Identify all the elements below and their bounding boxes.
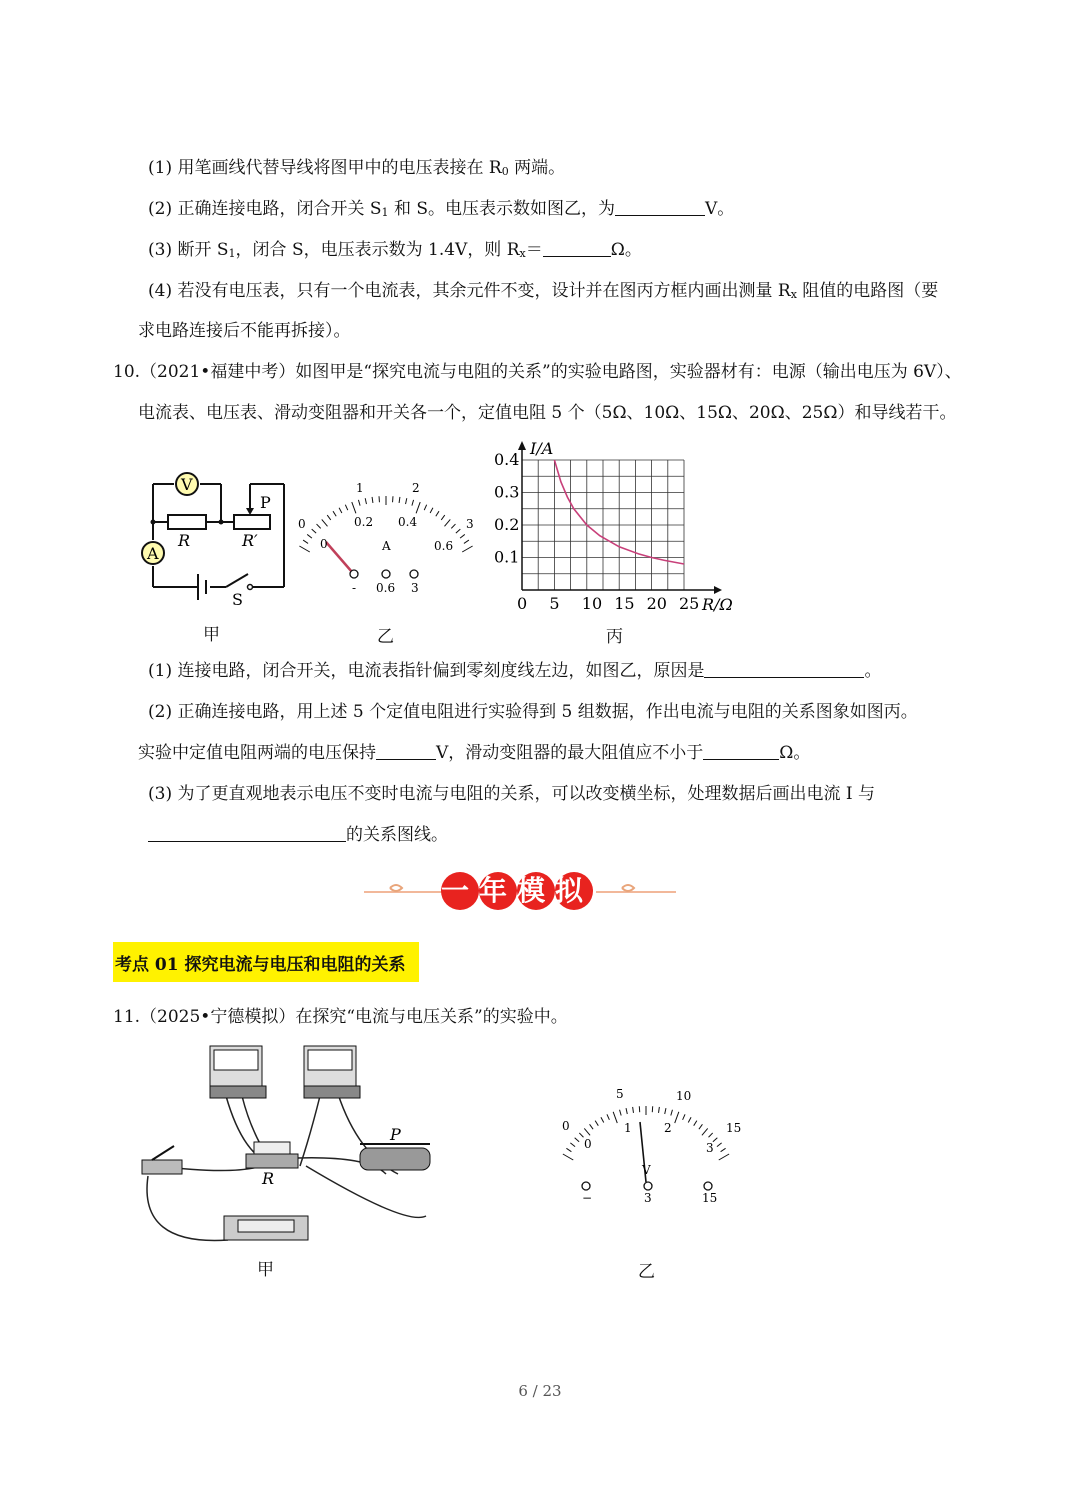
dial-tick (416, 502, 420, 513)
dial-tick (339, 508, 342, 513)
ammeter-label: A (147, 544, 159, 563)
dial-tick (333, 511, 336, 516)
dial-tick (671, 1110, 673, 1116)
q10-part2-cont: 实验中定值电阻两端的电压保持 V，滑动变阻器的最大阻值应不小于 Ω。 (138, 743, 811, 763)
q9-part2: (2) 正确连接电路，闭合开关 S1 和 S。电压表示数如图乙，为 V。 (148, 199, 735, 219)
x-tick-label: 0 (517, 594, 528, 613)
dial-tick (372, 497, 373, 503)
q10-stem-line2: 电流表、电压表、滑动变阻器和开关各一个，定值电阻 5 个（5Ω、10Ω、15Ω、20Ω、25Ω）和导线若干。 (138, 403, 957, 423)
resistor-label: R (178, 531, 191, 550)
dial-tick (312, 529, 316, 533)
y-tick-label: 0.2 (494, 515, 520, 534)
q10-stem-line1: 10.（2021•福建中考）如图甲是“探究电流与电阻的关系”的实验电路图，实验器材有：电源（输出电压为 6V）、 (113, 362, 962, 382)
dial-tick (721, 1148, 726, 1151)
dial-tick (675, 1112, 679, 1123)
q9-part4: (4) 若没有电压表，只有一个电流表，其余元件不变，设计并在图丙方框内画出测量 Rx 阻值的电路图（要 (148, 281, 939, 301)
svg-text:15: 15 (702, 1191, 718, 1205)
page-number: 6 / 23 (518, 1382, 562, 1400)
q11-caption-yi: 乙 (638, 1262, 655, 1282)
dial-tick (613, 1112, 617, 1123)
answer-blank[interactable] (704, 659, 864, 678)
answer-blank[interactable] (615, 197, 705, 216)
dial-tick (633, 1107, 634, 1113)
x-axis-label: R/Ω (702, 595, 733, 614)
x-tick-label: 10 (581, 594, 603, 613)
q10-ir-graph (488, 438, 738, 618)
dial-tick (444, 519, 450, 526)
dial-tick (575, 1138, 579, 1142)
slider-label: P (260, 493, 271, 512)
svg-text:3: 3 (466, 517, 474, 531)
dial-tick (694, 1121, 697, 1126)
svg-text:0.2: 0.2 (354, 515, 374, 529)
svg-text:15: 15 (726, 1121, 742, 1135)
dial-tick (322, 519, 328, 526)
y-tick-label: 0.3 (494, 482, 520, 502)
dial-tick (719, 1154, 729, 1160)
q10-part3-cont: 的关系图线。 (148, 823, 448, 847)
dial-tick (699, 1124, 703, 1129)
dial-tick (590, 1124, 594, 1129)
dial-tick (307, 534, 312, 538)
svg-text:2: 2 (664, 1121, 672, 1135)
dial-tick (460, 534, 465, 538)
svg-text:1: 1 (356, 481, 364, 495)
x-tick-label: 25 (679, 594, 700, 613)
q10-part1: (1) 连接电路，闭合开关，电流表指针偏到零刻度线左边，如图乙，原因是 。 (148, 661, 882, 681)
dial-tick (317, 524, 321, 528)
dial-tick (451, 524, 455, 528)
dial-tick (327, 515, 331, 520)
dial-tick (595, 1121, 598, 1126)
y-tick-label: 0.4 (494, 450, 520, 469)
dial-tick (412, 500, 414, 506)
dial-tick (579, 1133, 583, 1137)
q9-part4-cont: 求电路连接后不能再拆接）。 (138, 321, 351, 341)
q11-caption-jia: 甲 (257, 1260, 274, 1280)
dial-tick (584, 1128, 590, 1135)
svg-text:0: 0 (562, 1119, 570, 1133)
dial-tick (626, 1108, 627, 1114)
dial-tick (436, 511, 439, 516)
dial-tick (620, 1110, 622, 1116)
dial-tick (688, 1117, 691, 1122)
svg-text:0: 0 (320, 537, 328, 551)
x-tick-label: 20 (646, 594, 667, 613)
dial-tick (607, 1114, 609, 1119)
section-banner (360, 866, 680, 916)
dial-tick (563, 1154, 573, 1160)
kaodian-header: 考点 01 探究电流与电压和电阻的关系 (113, 942, 419, 982)
svg-text:−: − (582, 1191, 593, 1205)
svg-text:1: 1 (624, 1121, 632, 1135)
dial-tick (424, 505, 426, 510)
dial-tick (683, 1114, 685, 1119)
svg-text:3: 3 (411, 581, 419, 595)
svg-text:5: 5 (616, 1087, 624, 1101)
x-tick-label: 5 (549, 594, 560, 613)
dial-tick (601, 1117, 604, 1122)
dial-tick (406, 498, 407, 504)
svg-text:A: A (382, 539, 391, 553)
dial-tick (441, 515, 445, 520)
svg-text:V: V (642, 1163, 651, 1177)
answer-blank[interactable] (376, 741, 436, 760)
dial-tick (709, 1133, 713, 1137)
dial-tick (352, 502, 356, 513)
dial-tick (566, 1148, 571, 1151)
dial-tick (702, 1128, 708, 1135)
svg-text:R: R (262, 1169, 275, 1188)
dial-tick (303, 540, 308, 543)
caption-yi: 乙 (377, 627, 394, 647)
dial-tick (430, 508, 433, 513)
svg-text:0.6: 0.6 (376, 581, 396, 595)
svg-text:0: 0 (584, 1137, 592, 1151)
svg-text:10: 10 (676, 1089, 692, 1103)
voltmeter-label: V (181, 475, 193, 494)
svg-text:0: 0 (298, 517, 306, 531)
rheostat-label: R′ (242, 531, 258, 550)
svg-text:3: 3 (706, 1141, 714, 1155)
dial-tick (345, 505, 347, 510)
x-tick-label: 15 (614, 594, 635, 613)
dial-tick (570, 1143, 575, 1147)
q11-stem: 11.（2025•宁德模拟）在探究“电流与电压关系”的实验中。 (113, 1007, 568, 1027)
q9-part3: (3) 断开 S1，闭合 S，电压表示数为 1.4V，则 Rx＝ Ω。 (148, 240, 642, 260)
answer-blank[interactable] (148, 823, 346, 842)
dial-tick (399, 497, 400, 503)
caption-bing: 丙 (606, 627, 623, 647)
ammeter-pointer (326, 542, 352, 572)
q9-part1: (1) 用笔画线代替导线将图甲中的电压表接在 R0 两端。 (148, 158, 566, 178)
switch-label: S (232, 590, 243, 609)
y-axis-label: I/A (530, 439, 554, 458)
dial-tick (717, 1143, 722, 1147)
svg-text:2: 2 (412, 481, 420, 495)
q10-part2: (2) 正确连接电路，用上述 5 个定值电阻进行实验得到 5 组数据，作出电流与电阻的关系图象如图丙。 (148, 702, 918, 722)
dial-tick (365, 498, 366, 504)
dial-tick (464, 540, 469, 543)
dial-tick (462, 546, 472, 552)
svg-text:3: 3 (644, 1191, 652, 1205)
dial-tick (299, 546, 309, 552)
svg-text:0.6: 0.6 (434, 539, 454, 553)
q11-apparatus-photo (138, 1036, 438, 1248)
y-tick-label: 0.1 (494, 547, 520, 567)
q10-ammeter-dial (294, 476, 484, 598)
q10-part3: (3) 为了更直观地表示电压不变时电流与电阻的关系，可以改变横坐标，处理数据后画出电流 I 与 (148, 784, 876, 804)
caption-jia: 甲 (203, 625, 220, 645)
q10-circuit-diagram (136, 466, 296, 612)
q11-voltmeter-dial (556, 1082, 746, 1208)
dial-tick (665, 1108, 666, 1114)
svg-text:P: P (390, 1125, 401, 1144)
answer-blank[interactable] (703, 741, 779, 760)
banner-text: 一年模拟 (440, 874, 593, 907)
svg-text:-: - (352, 581, 357, 595)
dial-tick (659, 1107, 660, 1113)
answer-blank[interactable] (543, 238, 611, 257)
dial-tick (456, 529, 460, 533)
svg-text:0.4: 0.4 (398, 515, 418, 529)
dial-tick (358, 500, 360, 506)
